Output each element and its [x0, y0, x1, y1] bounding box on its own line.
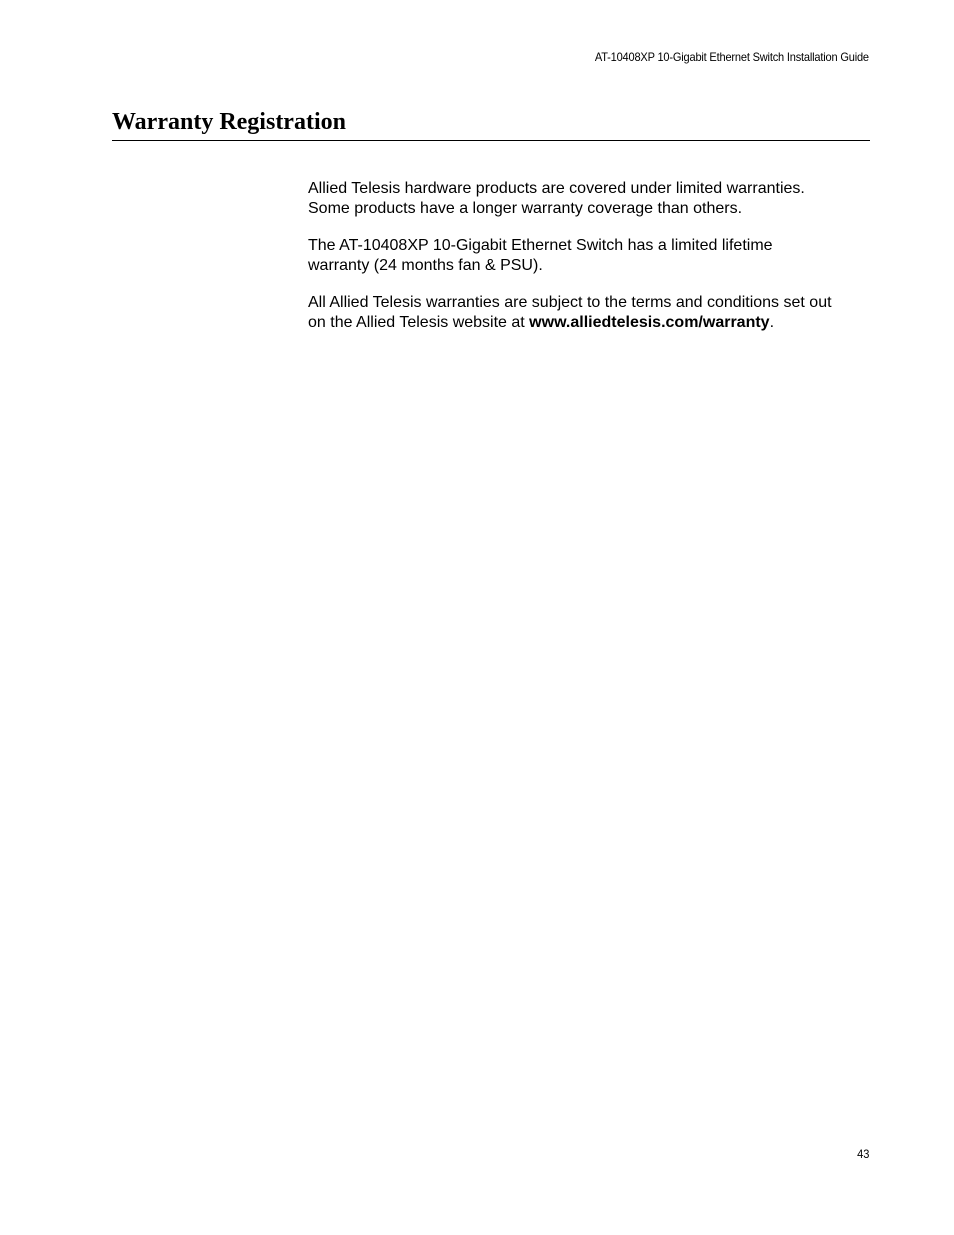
- page-number: 43: [856, 1147, 869, 1161]
- paragraph-line: warranty (24 months fan & PSU).: [308, 257, 543, 274]
- paragraph-line: The AT-10408XP 10-Gigabit Ethernet Switch has a limited lifetime: [308, 237, 773, 254]
- body-text: [308, 179, 878, 350]
- paragraph-line: Some products have a longer warranty coverage than others.: [308, 200, 743, 217]
- paragraph-terms: [308, 293, 878, 333]
- paragraph-lifetime-warranty: [308, 236, 878, 276]
- title-divider: [112, 140, 870, 141]
- paragraph-line: Allied Telesis hardware products are covered under limited warranties.: [308, 180, 805, 197]
- paragraph-warranty-coverage: [308, 179, 878, 219]
- paragraph-line: All Allied Telesis warranties are subject to the terms and conditions set out: [308, 294, 832, 311]
- running-header: AT-10408XP 10-Gigabit Ethernet Switch Installation Guide: [594, 50, 869, 64]
- warranty-url-link[interactable]: www.alliedtelesis.com/warranty: [529, 314, 770, 331]
- paragraph-line-suffix: .: [769, 314, 775, 331]
- section-title: Warranty Registration: [112, 109, 346, 135]
- paragraph-line-prefix: on the Allied Telesis website at: [308, 314, 530, 331]
